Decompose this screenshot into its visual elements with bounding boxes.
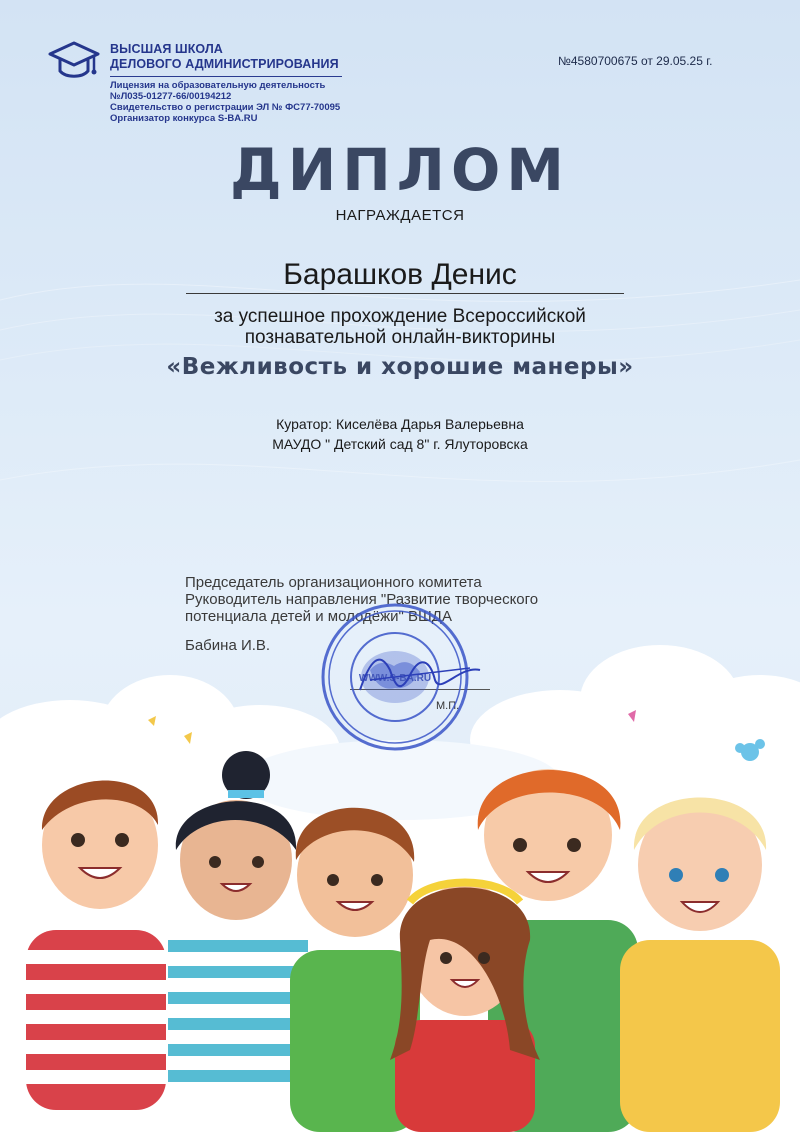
reason-line2: познавательной онлайн-викторины [244, 327, 556, 348]
signatory-line1: Председатель организационного комитета [185, 574, 482, 591]
signatory-name: Бабина И.В. [185, 637, 271, 654]
graduation-cap-icon [48, 40, 100, 82]
license-line4: Организатор конкурса S-BA.RU [110, 113, 258, 124]
org-divider [110, 76, 342, 77]
org-name-line1: ВЫСШАЯ ШКОЛА [110, 42, 223, 56]
award-reason [0, 306, 800, 348]
recipient-name: Барашков Денис [283, 258, 517, 291]
recipient-underline [186, 293, 624, 294]
institution-name: МАУДО " Детский сад 8" г. Ялуторовска [272, 436, 528, 452]
curator-info [0, 414, 800, 454]
stamp-center-text: WWW.S-BA.RU [358, 673, 432, 684]
seal-place-label: М.П. [436, 700, 460, 712]
license-line2: №Л035-01277-66/00194212 [110, 91, 232, 102]
organization-name [110, 42, 339, 72]
signatory-line2: Руководитель направления "Развитие творческого [185, 591, 539, 608]
quiz-title: «Вежливость и хорошие манеры» [166, 354, 634, 380]
license-line1: Лицензия на образовательную деятельность [110, 80, 326, 91]
curator-name: Куратор: Киселёва Дарья Валерьевна [276, 416, 524, 432]
license-info [110, 80, 340, 124]
signatory-line3: потенциала детей и молодёжи" ВШДА [185, 608, 452, 625]
license-line3: Свидетельство о регистрации ЭЛ № ФС77-70095 [110, 102, 341, 113]
handwritten-signature [340, 640, 490, 710]
reason-line1: за успешное прохождение Всероссийской [214, 306, 586, 327]
awarded-label: НАГРАЖДАЕТСЯ [335, 207, 465, 224]
diploma-title: ДИПЛОМ [230, 136, 570, 204]
org-name-line2: ДЕЛОВОГО АДМИНИСТРИРОВАНИЯ [110, 57, 339, 71]
document-number: №4580700675 от 29.05.25 г. [558, 54, 713, 68]
